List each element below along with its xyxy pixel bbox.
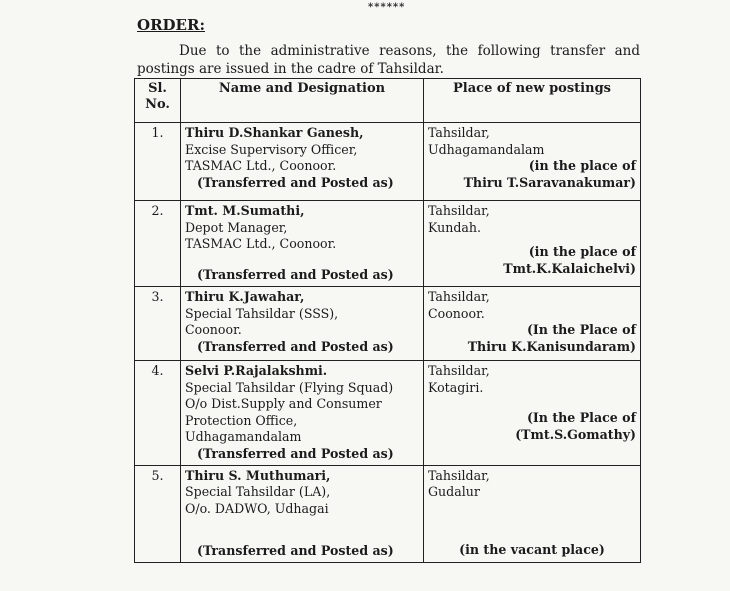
row-name-designation: [181, 201, 424, 287]
place-line: Tahsildar,: [428, 363, 490, 378]
designation-line: O/o Dist.Supply and Consumer: [185, 396, 382, 412]
row-place: [424, 465, 641, 562]
row-name-designation: [181, 361, 424, 466]
place-line: Tahsildar,: [428, 203, 490, 218]
posting-note: (In the Place of: [526, 410, 636, 426]
place-line: Kundah.: [428, 219, 482, 235]
officer-name: Thiru D.Shankar Ganesh,: [185, 125, 364, 140]
row-sl-no: 1.: [135, 123, 181, 201]
designation-line: Excise Supervisory Officer,: [185, 141, 358, 157]
row-sl-no: 4.: [135, 361, 181, 466]
designation-line: Special Tahsildar (Flying Squad): [185, 379, 394, 395]
place-line: Tahsildar,: [428, 125, 490, 140]
posting-note: (Tmt.S.Gomathy): [515, 426, 636, 442]
place-line: Coonoor.: [428, 305, 485, 321]
separator-stars: ******: [368, 2, 406, 13]
row-name-designation: [181, 465, 424, 562]
order-heading: ORDER:: [137, 16, 205, 34]
table-row: [135, 201, 641, 287]
table-row: [135, 465, 641, 562]
place-line: Udhagamandalam: [428, 141, 545, 157]
order-intro-paragraph: Due to the administrative reasons, the following transfer and postings are issued in the cadre of Tahsildar.: [137, 43, 640, 77]
header-sl-line2: No.: [145, 97, 170, 112]
row-name-designation: [181, 287, 424, 361]
designation-line: Protection Office,: [185, 412, 298, 428]
officer-name: Tmt. M.Sumathi,: [185, 203, 305, 218]
posting-note: Thiru K.Kanisundaram): [467, 338, 636, 354]
row-place: [424, 123, 641, 201]
designation-line: Coonoor.: [185, 322, 242, 338]
posting-note: Tmt.K.Kalaichelvi): [503, 260, 636, 276]
officer-name: Thiru S. Muthumari,: [185, 467, 331, 483]
status-text: (Transferred and Posted as): [197, 266, 394, 282]
place-line: Tahsildar,: [428, 467, 490, 483]
posting-note: (in the place of: [528, 244, 636, 260]
table-header-row: [135, 79, 641, 123]
table-row: [135, 123, 641, 201]
place-line: Gudalur: [428, 484, 480, 500]
officer-name: Selvi P.Rajalakshmi.: [185, 363, 328, 378]
designation-line: TASMAC Ltd., Coonoor.: [185, 158, 337, 174]
posting-note: (in the place of: [528, 158, 636, 174]
status-text: (Transferred and Posted as): [197, 445, 394, 461]
status-text: (Transferred and Posted as): [197, 543, 394, 559]
designation-line: O/o. DADWO, Udhagai: [185, 500, 329, 516]
row-name-designation: [181, 123, 424, 201]
row-place: [424, 201, 641, 287]
table-row: [135, 287, 641, 361]
designation-line: Depot Manager,: [185, 219, 288, 235]
header-sl-line1: Sl.: [148, 81, 167, 96]
designation-line: Special Tahsildar (LA),: [185, 484, 331, 500]
row-place: [424, 361, 641, 466]
officer-name: Thiru K.Jawahar,: [185, 289, 305, 304]
designation-line: Udhagamandalam: [185, 429, 302, 445]
row-place: [424, 287, 641, 361]
posting-note: (In the Place of: [526, 322, 636, 338]
table-row: [135, 361, 641, 466]
status-text: (Transferred and Posted as): [197, 338, 394, 354]
posting-note: (in the vacant place): [459, 541, 605, 557]
designation-line: Special Tahsildar (SSS),: [185, 305, 339, 321]
header-place-of-posting: Place of new postings: [424, 79, 641, 123]
row-sl-no: 2.: [135, 201, 181, 287]
row-sl-no: 5.: [135, 465, 181, 562]
designation-line: TASMAC Ltd., Coonoor.: [185, 236, 337, 252]
postings-table: [134, 78, 641, 563]
place-line: Tahsildar,: [428, 289, 490, 304]
header-sl-no: [135, 79, 181, 123]
posting-note: Thiru T.Saravanakumar): [463, 174, 636, 190]
place-line: Kotagiri.: [428, 379, 484, 395]
row-sl-no: 3.: [135, 287, 181, 361]
status-text: (Transferred and Posted as): [197, 174, 394, 190]
header-name-designation: Name and Designation: [181, 79, 424, 123]
